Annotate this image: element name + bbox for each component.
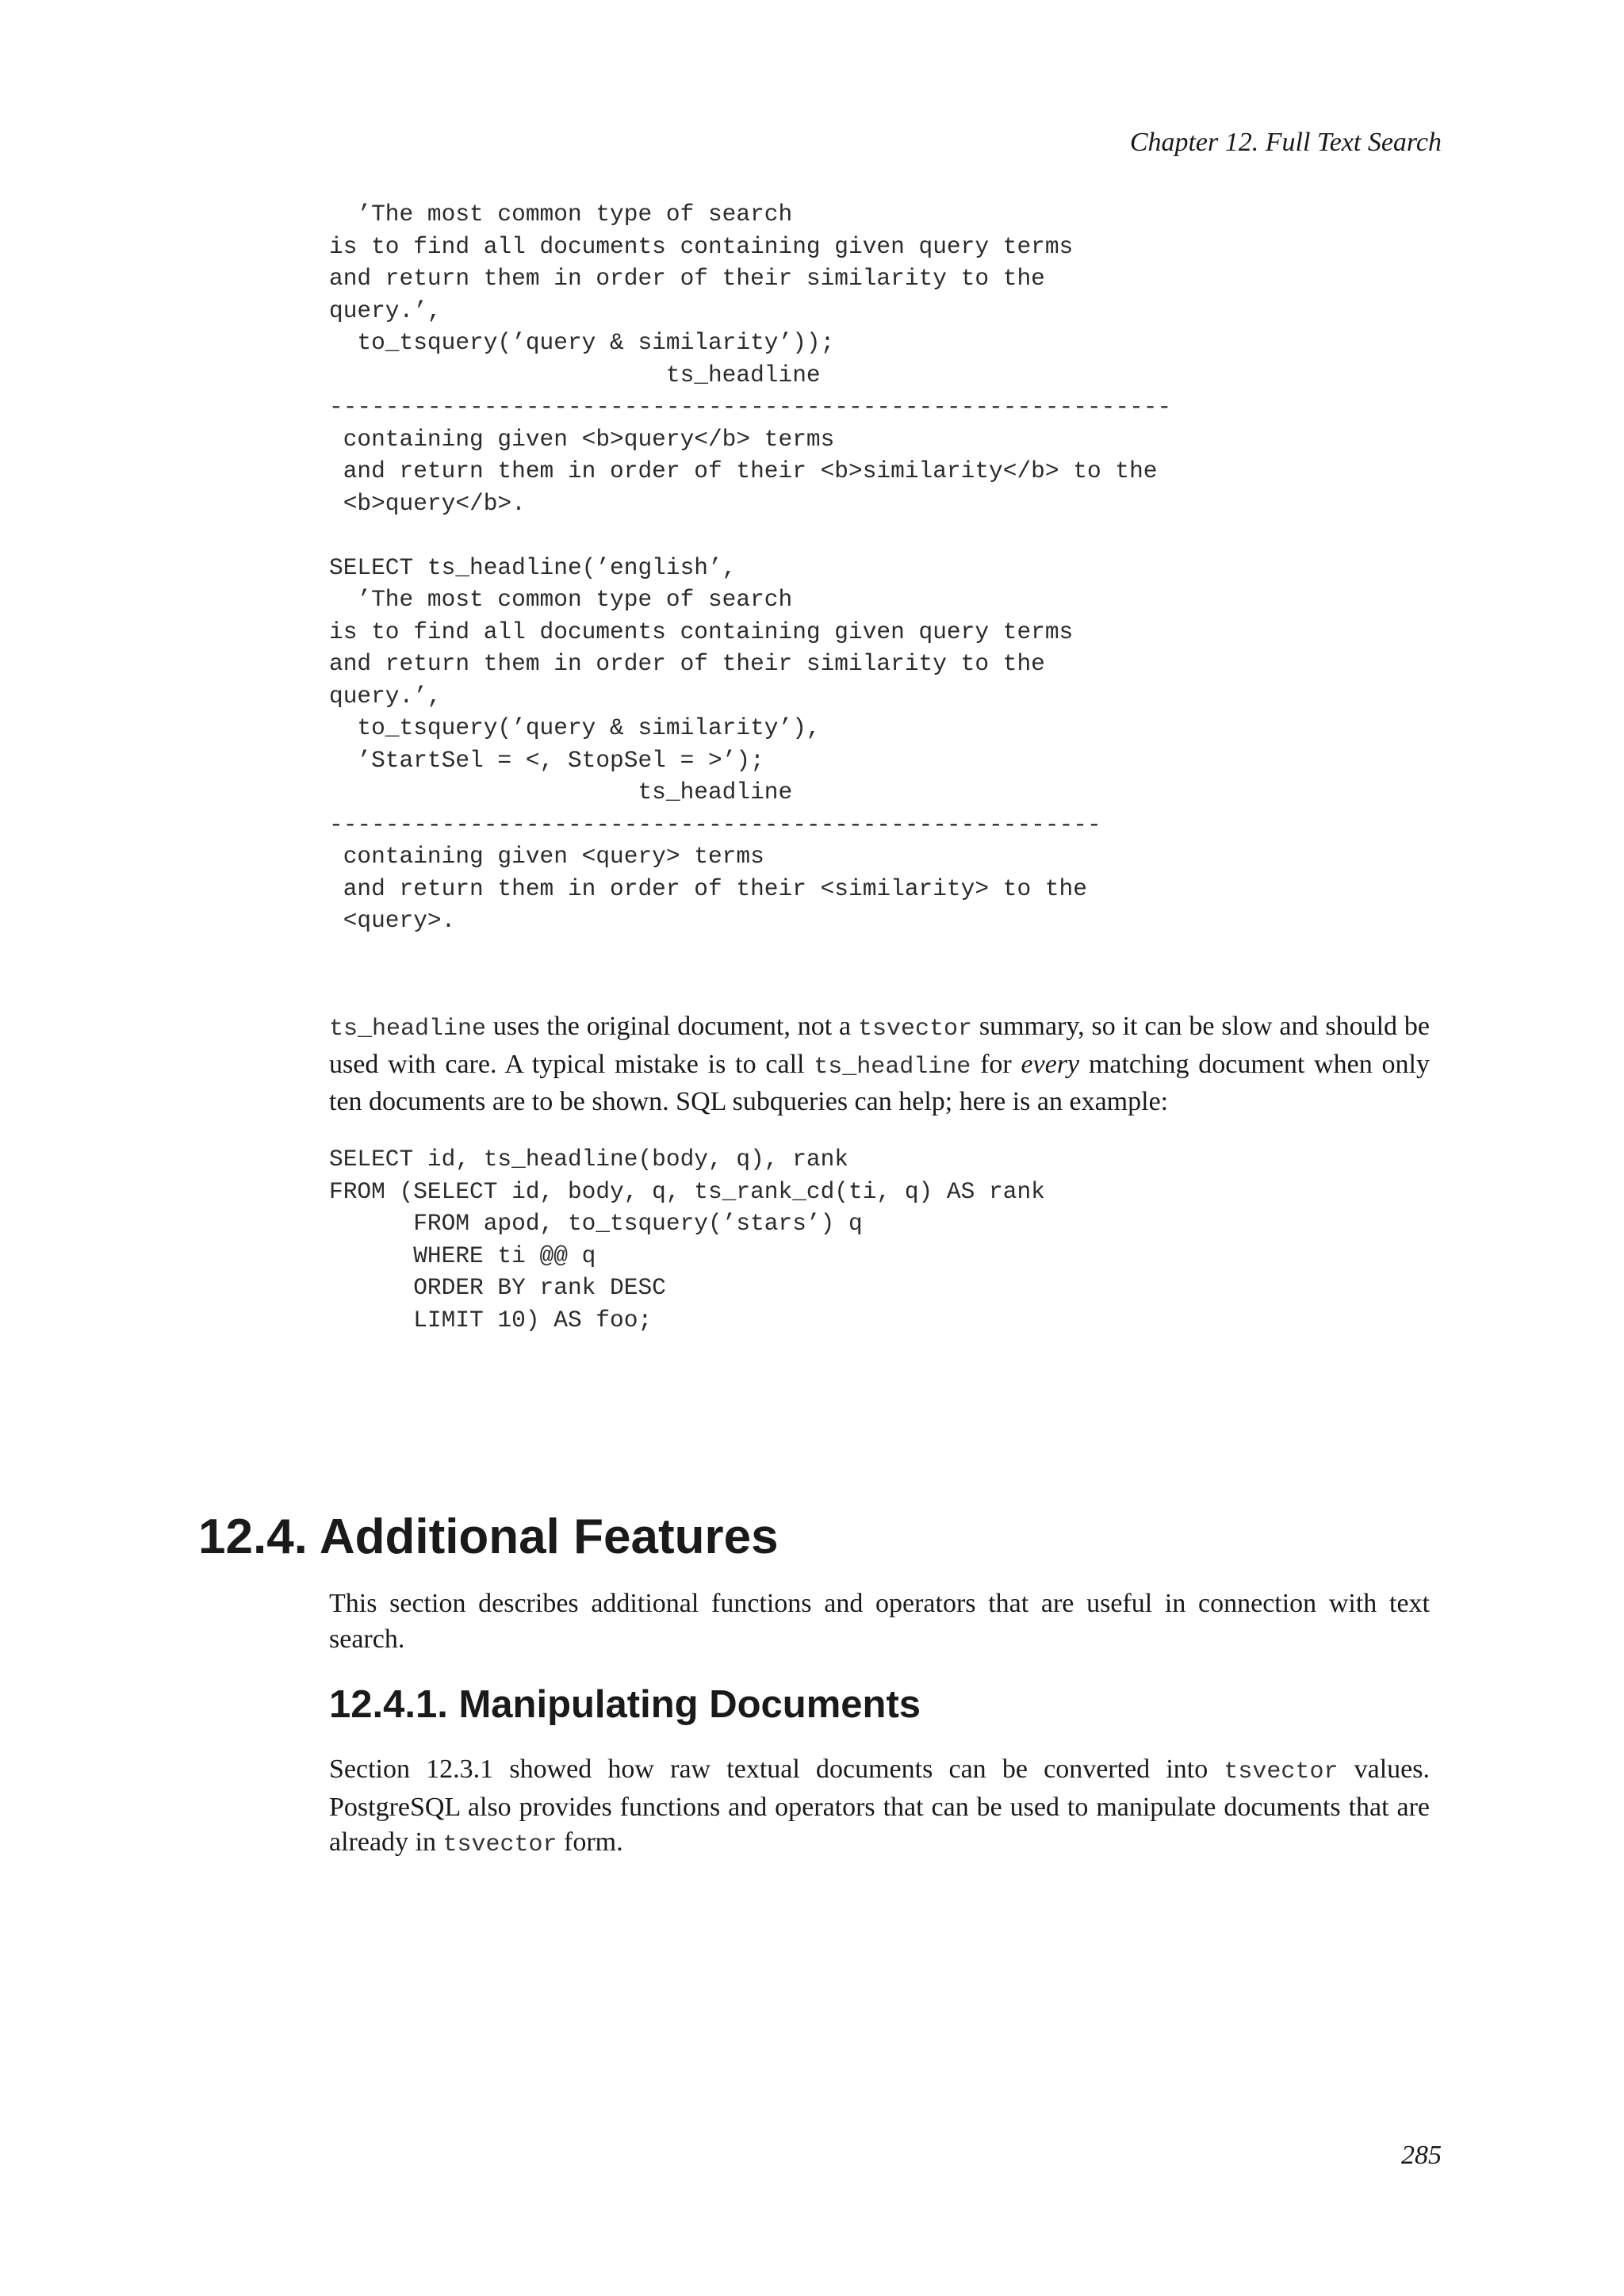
paragraph-text: uses the original document, not a <box>486 1012 858 1041</box>
section-title: 12.4. Additional Features <box>198 1510 779 1564</box>
emphasis-text: every <box>1021 1049 1080 1079</box>
inline-code: tsvector <box>857 1016 972 1043</box>
paragraph-text: Section 12.3.1 showed how raw textual documents can be converted into <box>329 1755 1224 1784</box>
paragraph-text: for <box>971 1049 1021 1079</box>
paragraph-text: values. PostgreSQL also provides functions and operators that can be used to manipulate documents that are already in <box>329 1755 1430 1857</box>
section-intro-paragraph: This section describes additional functions and operators that are useful in connection with text search. <box>329 1589 1430 1654</box>
paragraph-ts-headline-performance <box>329 1009 1430 1120</box>
subsection-title: 12.4.1. Manipulating Documents <box>329 1683 921 1726</box>
inline-code: tsvector <box>1224 1758 1339 1785</box>
paragraph-text: form. <box>557 1827 623 1857</box>
inline-code: ts_headline <box>814 1053 971 1081</box>
running-header-chapter-title: Chapter 12. Full Text Search <box>1129 128 1442 157</box>
code-example-subquery: SELECT id, ts_headline(body, q), rank FROM (SELECT id, body, q, ts_rank_cd(ti, q) AS rank FROM apod, to_tsquery(’stars’) q WHERE ti @@ q ORDER BY rank DESC LIMIT 10) AS foo; <box>329 1146 1045 1334</box>
paragraph-manipulating-documents <box>329 1752 1430 1863</box>
inline-code: tsvector <box>442 1831 557 1858</box>
paragraph-text: summary, so it can be slow and should be used with care. A typical mistake is to call <box>329 1012 1430 1079</box>
inline-code: ts_headline <box>329 1016 487 1043</box>
paragraph-text: matching document when only ten documents are to be shown. SQL subqueries can help; here is an example: <box>329 1049 1431 1116</box>
page-number: 285 <box>1401 2141 1442 2170</box>
code-example-ts-headline-output: ’The most common type of search is to find all documents containing given query terms and return them in order of their similarity to the query.’, to_tsquery(’query & similarity’)); ts_headline ------------------------------------------------------------ containing given <b>query</b> terms and return them in order of their <b>similarity</b> to the <b>query</b>. SELECT ts_headline(’english’, ’The most common type of search is to find all documents containing given query terms and return them in order of their similarity to the query.’, to_tsquery(’query & similarity’), ’StartSel = <, StopSel = >’); ts_headline ------------------------------------------------------- containing given <query> terms and return them in order of their <similarity> to the <query>. <box>329 201 1172 934</box>
